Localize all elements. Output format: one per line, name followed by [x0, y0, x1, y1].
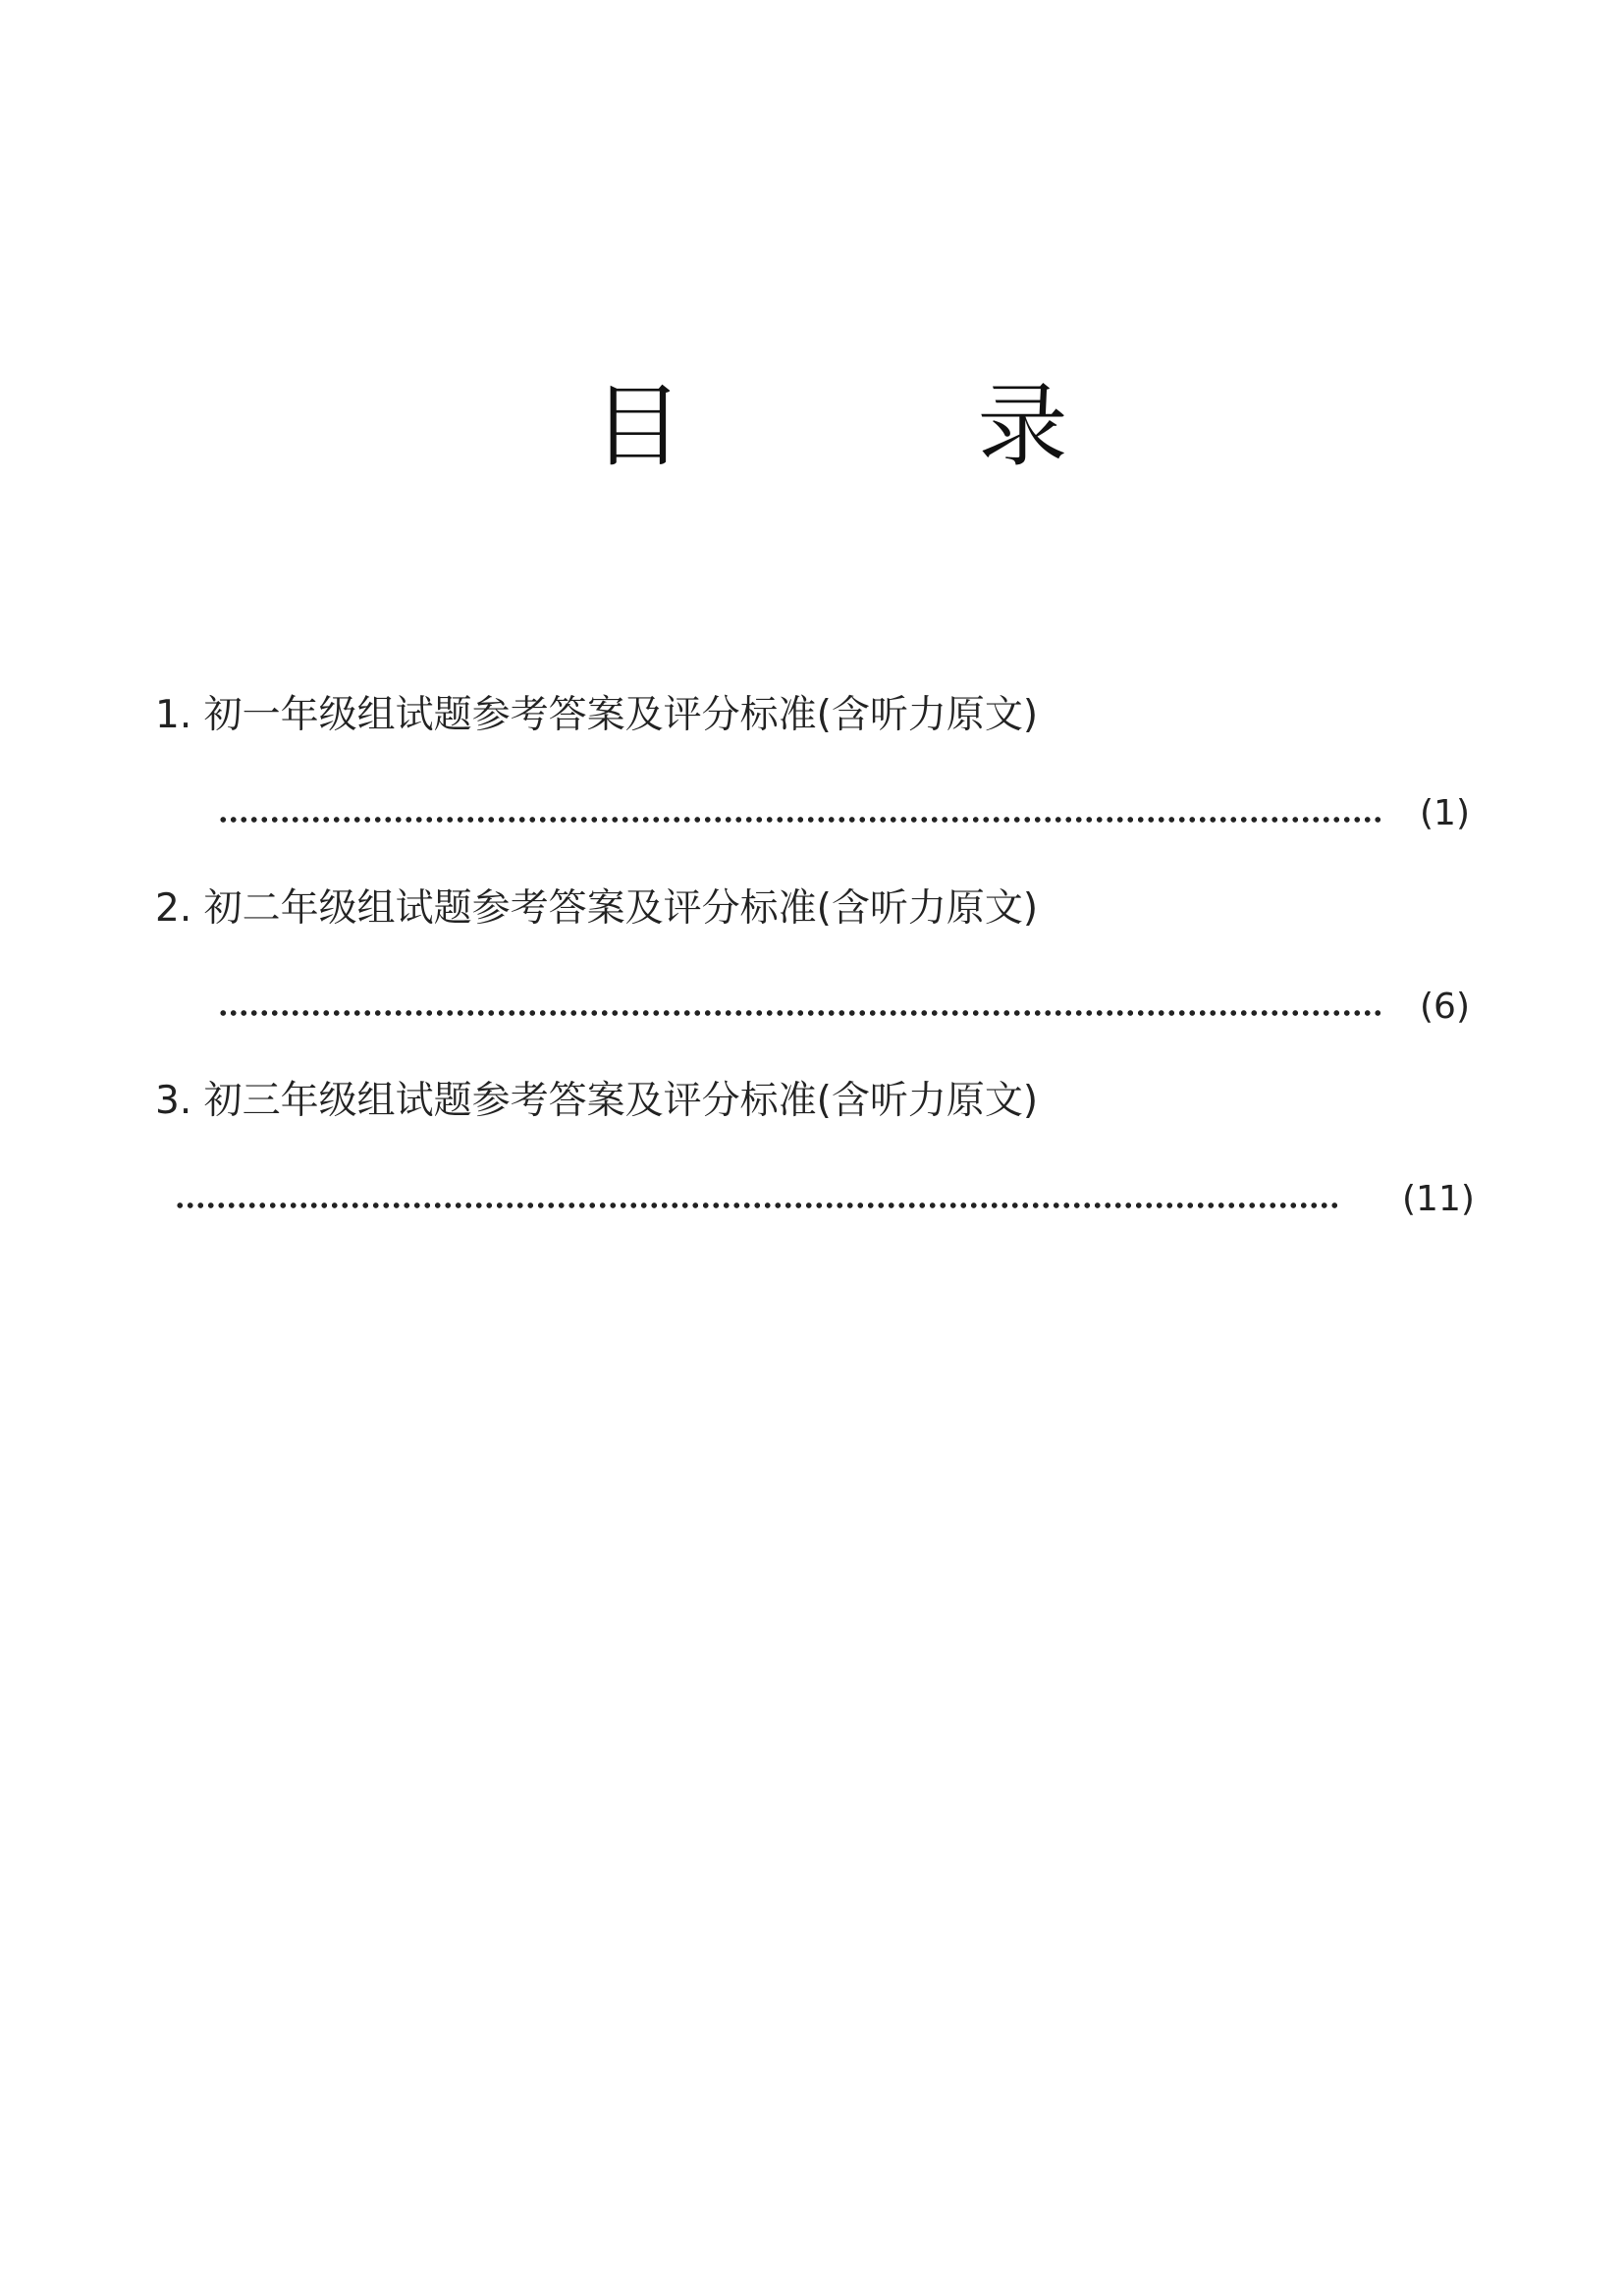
dot-leader [175, 1200, 1340, 1211]
page-title [0, 374, 1623, 479]
toc-page-number: (6) [1420, 987, 1470, 1027]
page-title-char-2: 录 [977, 374, 1068, 479]
toc-leader-row [0, 1176, 1623, 1223]
toc-leader-row [0, 984, 1623, 1031]
toc-leader-row [0, 790, 1623, 837]
toc-page-number: (1) [1420, 793, 1470, 833]
page-title-char-1: 目 [592, 374, 683, 479]
dot-leader [218, 1007, 1383, 1019]
toc-entry-title: 1. 初一年级组试题参考答案及评分标准(含听力原文) [155, 693, 1039, 737]
toc-entry-title: 3. 初三年级组试题参考答案及评分标准(含听力原文) [155, 1079, 1039, 1123]
dot-leader [218, 814, 1383, 826]
toc-page-number: (11) [1402, 1179, 1475, 1219]
toc-entry-title: 2. 初二年级组试题参考答案及评分标准(含听力原文) [155, 886, 1039, 931]
